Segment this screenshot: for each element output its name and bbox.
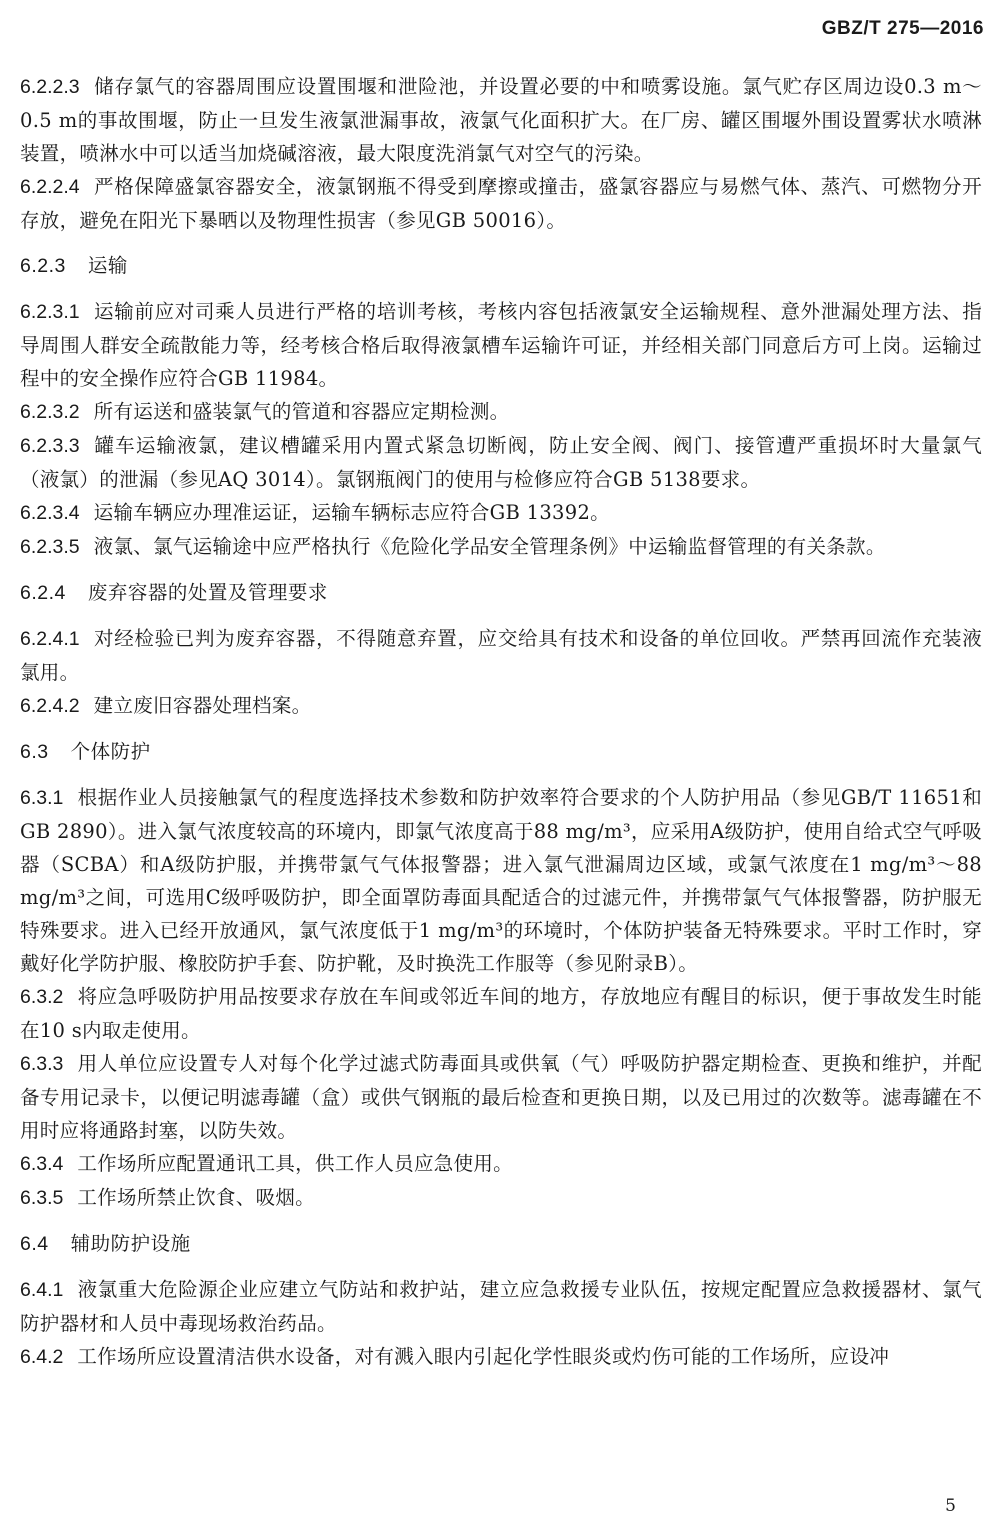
clause-number: 6.2.4.2 — [20, 695, 80, 717]
clause-paragraph — [20, 395, 982, 429]
clause-text: 所有运送和盛装氯气的管道和容器应定期检测。 — [93, 400, 510, 423]
clause-text: 将应急呼吸防护用品按要求存放在车间或邻近车间的地方，存放地应有醒目的标识，便于事故发生时能在10 s内取走使用。 — [20, 985, 982, 1042]
clause-number: 6.2.3.3 — [20, 435, 80, 457]
section-title: 废弃容器的处置及管理要求 — [87, 581, 328, 604]
clause-text: 用人单位应设置专人对每个化学过滤式防毒面具或供氧（气）呼吸防护器定期检查、更换和维护，并配备专用记录卡，以便记明滤毒罐（盒）或供气钢瓶的最后检查和更换日期，以及已用过的次数等。滤毒罐在不用时应将通路封塞，以防失效。 — [20, 1052, 982, 1142]
document-body — [20, 70, 982, 1374]
clause-text: 对经检验已判为废弃容器，不得随意弃置，应交给具有技术和设备的单位回收。严禁再回流作充装液氯用。 — [20, 627, 982, 684]
clause-paragraph — [20, 1340, 982, 1374]
clause-paragraph — [20, 980, 982, 1047]
clause-number: 6.3.1 — [20, 787, 64, 809]
clause-paragraph — [20, 622, 982, 689]
standard-id-header: GBZ/T 275—2016 — [821, 18, 984, 39]
clause-text: 工作场所应设置清洁供水设备，对有溅入眼内引起化学性眼炎或灼伤可能的工作场所，应设冲 — [77, 1345, 890, 1368]
section-title: 个体防护 — [70, 740, 151, 763]
clause-number: 6.3.4 — [20, 1153, 64, 1175]
clause-text: 液氯、氯气运输途中应严格执行《危险化学品安全管理条例》中运输监督管理的有关条款。 — [93, 535, 886, 558]
clause-paragraph — [20, 70, 982, 170]
clause-number: 6.2.3.5 — [20, 536, 80, 558]
clause-number: 6.2.3.4 — [20, 502, 80, 524]
clause-paragraph — [20, 1147, 982, 1181]
clause-number: 6.4.1 — [20, 1279, 64, 1301]
clause-paragraph — [20, 496, 982, 530]
clause-number: 6.2.4.1 — [20, 628, 80, 650]
section-number: 6.4 — [20, 1233, 49, 1255]
clause-number: 6.3.3 — [20, 1053, 64, 1075]
clause-paragraph — [20, 1181, 982, 1215]
section-number: 6.2.4 — [20, 582, 66, 604]
clause-number: 6.3.5 — [20, 1187, 64, 1209]
clause-number: 6.2.3.1 — [20, 301, 80, 323]
section-number: 6.2.3 — [20, 255, 66, 277]
section-heading — [20, 249, 982, 283]
clause-number: 6.3.2 — [20, 986, 64, 1008]
clause-text: 建立废旧容器处理档案。 — [93, 694, 312, 717]
clause-paragraph — [20, 429, 982, 496]
clause-paragraph — [20, 781, 982, 980]
clause-paragraph — [20, 1047, 982, 1147]
clause-paragraph — [20, 170, 982, 237]
section-heading — [20, 1227, 982, 1261]
clause-number: 6.4.2 — [20, 1346, 64, 1368]
clause-text: 罐车运输液氯，建议槽罐采用内置式紧急切断阀，防止安全阀、阀门、接管遭严重损坏时大量氯气（液氯）的泄漏（参见AQ 3014）。氯钢瓶阀门的使用与检修应符合GB 5138要求。 — [20, 434, 982, 491]
clause-text: 运输车辆应办理准运证，运输车辆标志应符合GB 13392。 — [93, 501, 610, 524]
clause-paragraph — [20, 530, 982, 564]
clause-text: 运输前应对司乘人员进行严格的培训考核，考核内容包括液氯安全运输规程、意外泄漏处理方法、指导周围人群安全疏散能力等，经考核合格后取得液氯槽车运输许可证，并经相关部门同意后方可上岗。运输过程中的安全操作应符合GB 11984。 — [20, 300, 982, 390]
clause-number: 6.2.2.3 — [20, 76, 80, 98]
clause-paragraph — [20, 689, 982, 723]
clause-paragraph — [20, 295, 982, 395]
clause-paragraph — [20, 1273, 982, 1340]
clause-number: 6.2.2.4 — [20, 176, 80, 198]
clause-text: 严格保障盛氯容器安全，液氯钢瓶不得受到摩擦或撞击，盛氯容器应与易燃气体、蒸汽、可燃物分开存放，避免在阳光下暴晒以及物理性损害（参见GB 50016）。 — [20, 175, 982, 232]
clause-text: 工作场所应配置通讯工具，供工作人员应急使用。 — [77, 1152, 513, 1175]
clause-text: 工作场所禁止饮食、吸烟。 — [77, 1186, 315, 1209]
section-number: 6.3 — [20, 741, 49, 763]
section-heading — [20, 735, 982, 769]
page-number: 5 — [945, 1496, 956, 1516]
section-heading — [20, 576, 982, 610]
clause-text: 根据作业人员接触氯气的程度选择技术参数和防护效率符合要求的个人防护用品（参见GB/T 11651和GB 2890）。进入氯气浓度较高的环境内，即氯气浓度高于88 mg/m³，应采用A级防护，使用自给式空气呼吸器（SCBA）和A级防护服，并携带氯气气体报警器；进入氯气泄漏周边区域，或氯气浓度在1 mg/m³～88 mg/m³之间，可选用C级呼吸防护，即全面罩防毒面具配适合的过滤元件，并携带氯气气体报警器，防护服无特殊要求。进入已经开放通风，氯气浓度低于1 mg/m³的环境时，个体防护装备无特殊要求。平时工作时，穿戴好化学防护服、橡胶防护手套、防护靴，及时换洗工作服等（参见附录B）。 — [20, 786, 982, 975]
clause-text: 储存氯气的容器周围应设置围堰和泄险池，并设置必要的中和喷雾设施。氯气贮存区周边设0.3 m～0.5 m的事故围堰，防止一旦发生液氯泄漏事故，液氯气化面积扩大。在厂房、罐区围堰外围设置雾状水喷淋装置，喷淋水中可以适当加烧碱溶液，最大限度洗消氯气对空气的污染。 — [20, 75, 982, 165]
section-title: 运输 — [87, 254, 128, 277]
clause-number: 6.2.3.2 — [20, 401, 80, 423]
section-title: 辅助防护设施 — [70, 1232, 191, 1255]
clause-text: 液氯重大危险源企业应建立气防站和救护站，建立应急救援专业队伍，按规定配置应急救援器材、氯气防护器材和人员中毒现场救治药品。 — [20, 1278, 982, 1335]
